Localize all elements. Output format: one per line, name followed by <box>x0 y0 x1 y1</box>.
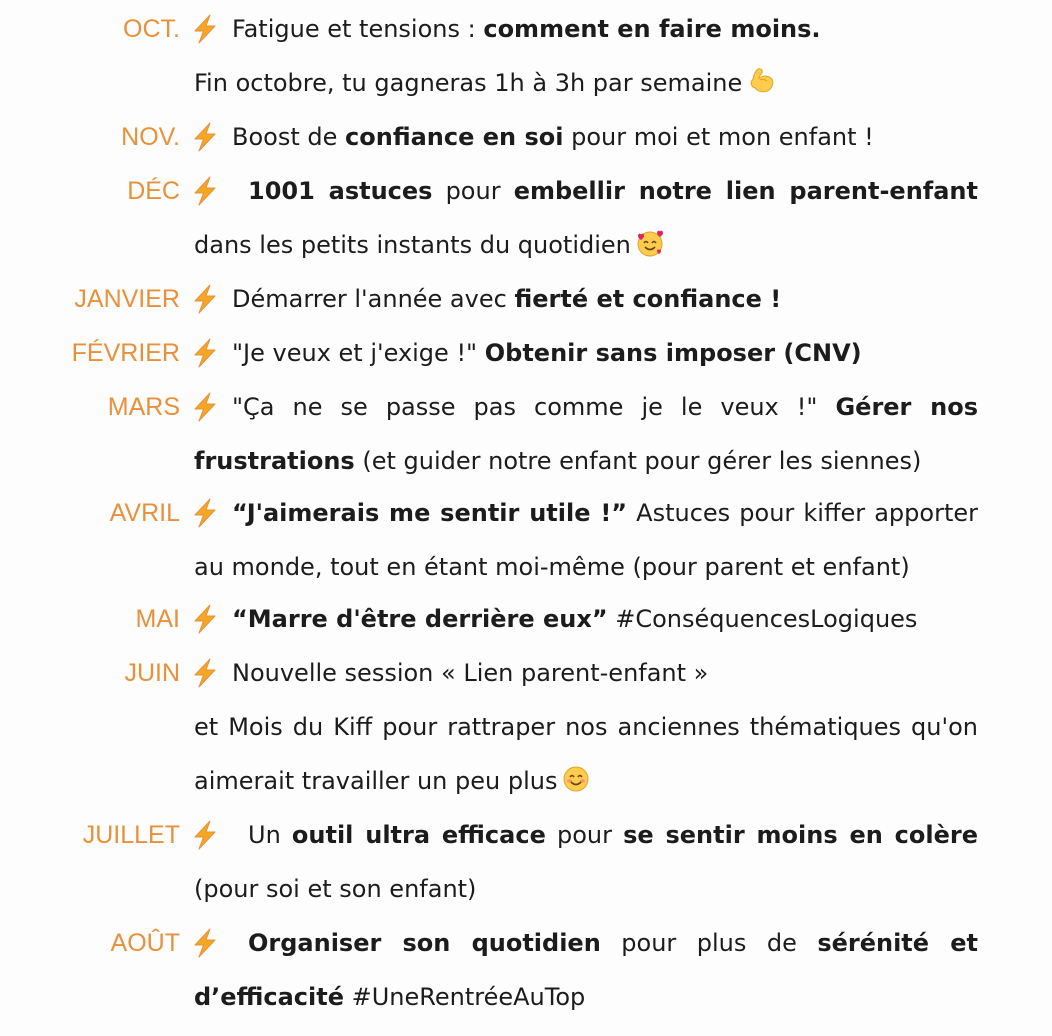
entry-description <box>194 164 978 272</box>
smiling-face-icon <box>561 764 591 794</box>
entry-text: Fatigue et tensions : <box>232 15 484 43</box>
entry-text-bold: 1001 astuces <box>248 177 433 205</box>
month-label: MARS <box>107 393 180 421</box>
entry-text-bold: sérénité et d’efficacité <box>194 929 978 1011</box>
entry-text: Démarrer l'année avec <box>232 285 515 313</box>
entry-text: Un <box>248 821 292 849</box>
entry-text: pour plus de <box>600 929 818 957</box>
entry-description <box>194 808 978 916</box>
month-label: NOV. <box>121 123 180 151</box>
entry-text-bold: Gérer nos frustrations <box>194 393 979 475</box>
entry-text-bold: “Marre d'être derrière eux” <box>232 605 608 633</box>
entry-text: Fin octobre, tu gagneras 1h à 3h par semaine <box>194 69 743 97</box>
smiling-face-with-hearts-icon <box>635 228 665 258</box>
entry-description <box>194 592 978 646</box>
entry-text-bold: confiance en soi <box>345 123 564 151</box>
entry-text-bold: comment en faire moins. <box>483 15 821 43</box>
entry-text: pour <box>545 821 624 849</box>
month-label: DÉC <box>127 177 180 205</box>
entry-text-bold: embellir notre lien parent-enfant <box>513 177 978 205</box>
entry-text: dans les petits instants du quotidien <box>194 231 631 259</box>
flexed-biceps-icon <box>746 66 776 96</box>
month-label: MAI <box>135 605 180 633</box>
entry-text: (et guider notre enfant pour gérer les siennes) <box>354 447 922 475</box>
entry-text-bold: “J'aimerais me sentir utile !” <box>232 499 628 527</box>
entry-description <box>194 380 978 488</box>
entry-text-bold: se sentir moins en colère <box>623 821 978 849</box>
entry-text: "Je veux et j'exige !" <box>232 339 485 367</box>
month-label: JUIN <box>124 659 180 687</box>
month-label: JANVIER <box>74 285 180 313</box>
entry-description <box>194 2 978 56</box>
entry-text: (pour soi et son enfant) <box>194 875 477 903</box>
entry-text: #UneRentréeAuTop <box>343 983 586 1011</box>
month-label: AOÛT <box>110 929 180 957</box>
entry-text-bold: fierté et confiance ! <box>514 285 782 313</box>
entry-description <box>194 272 978 326</box>
entry-description <box>194 916 978 1024</box>
entry-text: pour <box>432 177 514 205</box>
month-label: AVRIL <box>109 499 180 527</box>
entry-text-bold: Organiser son quotidien <box>248 929 601 957</box>
entry-text-bold: outil ultra efficace <box>291 821 546 849</box>
entry-text: "Ça ne se passe pas comme je le veux !" <box>232 393 836 421</box>
entry-continuation <box>194 56 978 110</box>
entry-text-bold: Obtenir sans imposer (CNV) <box>484 339 862 367</box>
entry-text: #ConséquencesLogiques <box>607 605 918 633</box>
entry-description <box>194 110 978 164</box>
entry-description <box>194 646 978 700</box>
entry-continuation <box>194 700 978 808</box>
month-label: OCT. <box>123 15 180 43</box>
entry-text: et Mois du Kiff pour rattraper nos anciennes thématiques qu'on aimerait travailler un peu plus <box>194 713 978 795</box>
entry-text: Nouvelle session « Lien parent-enfant » <box>232 659 709 687</box>
entry-text: pour moi et mon enfant ! <box>563 123 874 151</box>
entry-text: Astuces pour kiffer apporter au monde, tout en étant moi-même (pour parent et enfant) <box>194 499 978 581</box>
month-label: JUILLET <box>82 821 180 849</box>
month-label: FÉVRIER <box>71 339 180 367</box>
entry-text: Boost de <box>232 123 346 151</box>
entry-description <box>194 486 978 594</box>
entry-description <box>194 326 978 380</box>
